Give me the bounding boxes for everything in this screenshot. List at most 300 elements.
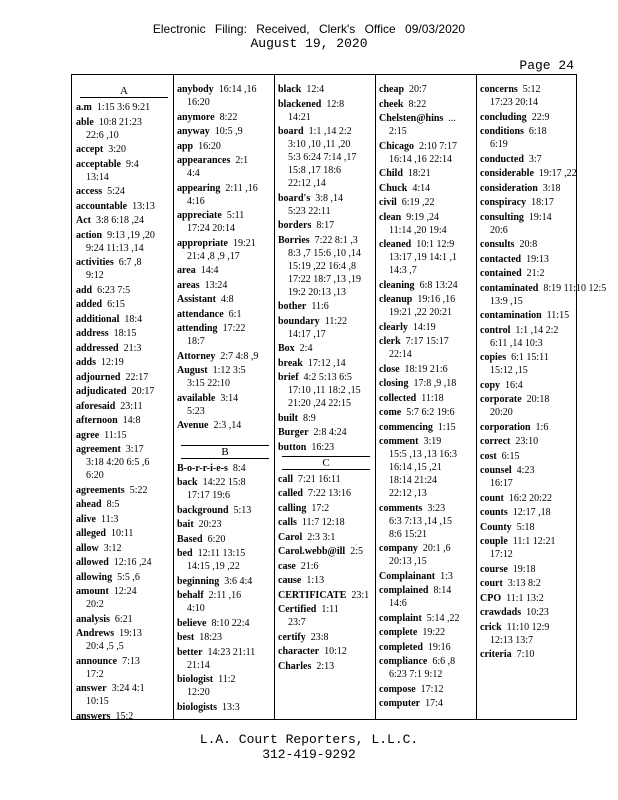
index-entry	[480, 521, 576, 534]
index-entry-line	[177, 617, 273, 630]
index-entry	[76, 556, 172, 569]
index-entry	[76, 356, 172, 369]
index-word: behalf	[177, 590, 204, 601]
index-entry-line	[278, 192, 374, 205]
index-word: addressed	[76, 342, 119, 354]
index-entry	[278, 487, 374, 500]
section-spacer	[177, 434, 273, 443]
index-word: allow	[76, 542, 99, 554]
page-line-reference: 1:11	[321, 604, 339, 615]
index-entry	[278, 560, 374, 573]
index-entry	[177, 111, 273, 124]
page-line-reference: 6:23 7:5	[97, 284, 131, 296]
page-line-reference: 16:4	[505, 379, 523, 391]
index-entry	[177, 209, 273, 235]
page-line-reference: 11:18	[421, 392, 444, 404]
index-word: cleaning	[379, 279, 415, 291]
index-entry	[480, 182, 576, 195]
page-line-reference: 2:15	[389, 126, 407, 137]
index-entry-line	[177, 293, 273, 306]
index-entry-line	[480, 196, 576, 209]
page-line-reference: 2:4	[299, 343, 313, 354]
index-entry	[177, 646, 273, 672]
index-word: cause	[278, 575, 302, 586]
index-entry	[480, 267, 576, 280]
page-line-reference: 3:6 4:4	[224, 575, 253, 587]
page-line-reference: 8:4	[232, 462, 246, 474]
index-word: copy	[480, 379, 500, 391]
index-entry-line	[76, 200, 172, 213]
index-word: better	[177, 646, 203, 658]
index-entry	[278, 545, 374, 558]
index-column-5	[480, 83, 607, 663]
page-line-reference: 18:15	[113, 328, 137, 339]
page-line-reference: 7:21 16:11	[298, 473, 341, 485]
index-entry-line	[76, 298, 172, 311]
index-word: bother	[278, 301, 307, 312]
index-word: complete	[379, 627, 418, 638]
index-entry	[379, 211, 475, 237]
page-line-reference: 4:4	[187, 168, 200, 179]
index-entry-line	[278, 545, 374, 558]
index-entry-line	[76, 527, 172, 540]
page-line-reference: 19:18	[512, 563, 536, 575]
index-entry	[278, 426, 374, 439]
page-line-reference: 21:6	[300, 560, 319, 572]
index-entry-line	[76, 385, 172, 398]
index-entry	[76, 484, 172, 497]
index-entry-line	[76, 400, 172, 413]
page-line-reference: 19:14	[528, 211, 552, 223]
page-line-reference: 2:10 7:17	[419, 140, 458, 152]
index-entry	[480, 324, 576, 350]
page-line-reference: 17:24 20:14	[187, 223, 236, 234]
index-word: Andrews	[76, 628, 115, 639]
index-entry-line	[379, 279, 475, 292]
index-word: August	[177, 365, 208, 376]
index-entry-line	[480, 125, 576, 138]
page-line-reference: 4:16	[187, 195, 205, 207]
index-entry-line	[278, 660, 374, 673]
page-line-reference: 15:2	[115, 710, 134, 722]
index-entry-line	[379, 584, 475, 597]
index-entry-line	[76, 284, 172, 297]
index-entry-line	[177, 364, 273, 377]
index-entry-line	[480, 211, 576, 224]
index-entry	[76, 513, 172, 526]
index-entry	[379, 83, 475, 96]
page-line-reference: 6:20	[86, 470, 104, 481]
index-entry-line	[480, 606, 576, 619]
page-line-reference: 21:4 ,8 ,9 ,17	[187, 250, 240, 262]
page-line-reference: 14:15 ,19 ,22	[187, 561, 240, 572]
index-entry-line	[278, 502, 374, 515]
page-line-reference: 20:7	[409, 84, 427, 95]
index-entry-line	[379, 112, 475, 125]
index-entry	[76, 682, 172, 708]
index-entry	[480, 379, 576, 392]
index-entry	[177, 364, 273, 390]
page-line-reference: 20:17	[131, 386, 155, 397]
index-entry-line	[177, 279, 273, 292]
index-entry	[177, 154, 273, 180]
index-entry	[177, 631, 273, 644]
index-entry	[480, 167, 576, 180]
page-line-reference: 4:8	[220, 294, 234, 305]
index-entry	[278, 441, 374, 454]
reporter-company: L.A. Court Reporters, L.L.C.	[199, 732, 419, 747]
page-line-reference: 11:7 12:18	[301, 517, 345, 528]
index-entry	[379, 182, 475, 195]
index-word: black	[278, 84, 302, 95]
page-line-reference: 15:8 ,17 18:6	[288, 165, 342, 176]
index-entry	[480, 125, 576, 151]
page-line-reference: 1:13	[306, 575, 325, 586]
page-line-reference: 20:18	[526, 394, 550, 405]
index-entry-line	[76, 429, 172, 442]
index-entry-line	[480, 153, 576, 166]
index-entry-line	[379, 182, 475, 195]
index-word: cheap	[379, 84, 404, 95]
index-entry	[278, 574, 374, 587]
page-line-reference: 7:13	[122, 655, 140, 667]
index-word: aforesaid	[76, 400, 116, 412]
page-line-reference: 17:23 20:14	[490, 97, 539, 108]
page-line-reference: 17:2	[86, 668, 104, 680]
index-entry-line	[480, 621, 576, 634]
page-line-reference: 22:6 ,10	[86, 129, 119, 141]
index-word: clerk	[379, 336, 401, 347]
page-line-reference: 4:14	[412, 182, 431, 194]
index-word: appropriate	[177, 237, 228, 249]
index-entry	[278, 98, 374, 124]
index-word: blackened	[278, 98, 322, 110]
index-entry-line	[177, 308, 273, 321]
index-word: consideration	[480, 182, 538, 194]
page-line-reference: 3:8 ,14	[315, 192, 344, 204]
page-line-reference: 22:9	[531, 111, 550, 123]
index-entry	[480, 592, 576, 605]
index-entry-line	[76, 185, 172, 198]
index-entry-line	[278, 234, 374, 247]
page-line-reference: 14:23 21:11	[207, 646, 256, 658]
index-word: concluding	[480, 111, 527, 123]
page-line-reference: 13:9 ,15	[490, 295, 523, 307]
index-word: address	[76, 328, 109, 339]
index-entry-line	[379, 406, 475, 419]
index-entry-line	[480, 238, 576, 251]
index-entry	[76, 256, 172, 282]
index-entry	[379, 293, 475, 319]
index-entry-line	[76, 556, 172, 569]
index-entry	[278, 603, 374, 629]
index-entry	[76, 101, 172, 114]
page-line-reference: 3:8 6:18 ,24	[96, 215, 145, 226]
index-entry-line	[177, 209, 273, 222]
index-word: compliance	[379, 656, 428, 667]
page-line-reference: 21:2	[526, 268, 545, 279]
index-entry-line	[177, 237, 273, 250]
index-word: crick	[480, 621, 502, 633]
page-line-reference: 6:23 7:1 9:12	[389, 669, 443, 680]
index-entry	[76, 585, 172, 611]
page-line-reference: 5:18	[516, 521, 535, 533]
index-entry	[278, 631, 374, 644]
page-line-reference: 20:13 ,15	[389, 556, 427, 567]
index-entry	[480, 111, 576, 124]
index-entry	[480, 196, 576, 209]
page-line-reference: 14:3 ,7	[389, 265, 417, 276]
index-word: boundary	[278, 315, 320, 327]
index-column-3	[278, 83, 374, 674]
index-word: appearances	[177, 155, 231, 166]
page-line-reference: 6:1 15:11	[511, 352, 549, 363]
index-entry	[480, 253, 576, 266]
index-word: alleged	[76, 528, 106, 539]
page-line-reference: 16:2 20:22	[508, 492, 552, 504]
letter-section-header: B	[181, 445, 269, 459]
index-entry	[76, 385, 172, 398]
index-entry	[278, 645, 374, 658]
index-word: count	[480, 492, 504, 504]
index-entry-line	[480, 324, 576, 337]
page-line-reference: 19:21 ,22 20:21	[389, 307, 453, 318]
index-word: area	[177, 265, 196, 276]
index-word: break	[278, 357, 303, 369]
page-line-reference: 5:24	[107, 186, 125, 197]
index-entry	[76, 400, 172, 413]
index-word: allowed	[76, 557, 109, 568]
index-entry	[480, 309, 576, 322]
page-line-reference: 19:16 ,16	[417, 294, 456, 305]
page-line-reference: 2:7 4:8 ,9	[220, 350, 259, 362]
index-word: board's	[278, 192, 311, 204]
index-entry-line	[177, 140, 273, 153]
index-entry	[480, 621, 576, 647]
page-line-reference: 12:8	[326, 98, 345, 110]
index-entry	[76, 214, 172, 227]
page-line-reference: 6:8 13:24	[419, 279, 458, 291]
index-word: contaminated	[480, 282, 539, 294]
index-word: Carol	[278, 531, 303, 543]
index-entry	[379, 392, 475, 405]
page-line-reference: 5:3 6:24 7:14 ,17	[288, 152, 357, 163]
page-line-reference: 5:22	[129, 484, 148, 496]
index-entry	[379, 570, 475, 583]
page-line-reference: 19:13	[119, 628, 142, 639]
index-entry-line	[76, 371, 172, 384]
index-entry	[177, 419, 273, 432]
index-entry-line	[480, 592, 576, 605]
page-line-reference: 3:7	[528, 153, 542, 165]
page-line-reference: 11:2	[218, 674, 236, 685]
page-line-reference: 3:19	[423, 436, 442, 447]
index-word: agreement	[76, 444, 121, 455]
index-entry-line	[480, 435, 576, 448]
index-entry	[278, 660, 374, 673]
index-entry	[278, 83, 374, 96]
page-line-reference: 12:20	[187, 687, 210, 698]
page-line-reference: 14:17 ,17	[288, 328, 326, 340]
index-entry-line	[379, 612, 475, 625]
index-entry-line	[379, 98, 475, 111]
page-line-reference: 6:19	[490, 139, 508, 150]
index-entry-line	[278, 516, 374, 529]
index-entry	[177, 125, 273, 138]
index-entry-line	[278, 371, 374, 384]
index-word: Attorney	[177, 350, 216, 362]
index-entry	[379, 502, 475, 541]
page-line-reference: 16:20	[187, 97, 210, 108]
index-entry	[278, 412, 374, 425]
page-line-reference: 14:8	[122, 415, 141, 426]
page-line-reference: 12:24	[113, 586, 137, 597]
index-word: anyway	[177, 126, 210, 137]
index-word: counts	[480, 507, 508, 518]
index-column-4	[379, 83, 475, 712]
index-word: clean	[379, 211, 402, 223]
index-word: built	[278, 412, 299, 424]
page-line-reference: 15:5 ,13 ,13 16:3	[389, 449, 458, 460]
page-line-reference: 18:23	[199, 632, 223, 643]
page-line-reference: 16:14 ,15 ,21	[389, 462, 442, 473]
index-word: Carol.webb@ill	[278, 546, 346, 557]
page-line-reference: 8:17	[316, 220, 335, 231]
page-line-reference: 18:19 21:6	[404, 363, 448, 375]
index-entry	[177, 140, 273, 153]
index-entry	[379, 363, 475, 376]
index-entry-line	[278, 315, 374, 328]
index-entry-line	[76, 498, 172, 511]
index-entry-line	[76, 627, 172, 640]
index-entry-line	[76, 313, 172, 326]
index-word: character	[278, 646, 320, 657]
page-line-reference: 14:21	[288, 111, 311, 123]
page-line-reference: 17:22	[222, 323, 246, 334]
index-entry	[480, 282, 607, 308]
index-entry	[480, 83, 576, 109]
index-entry	[480, 435, 576, 448]
index-word: calls	[278, 517, 297, 528]
index-entry-line	[278, 574, 374, 587]
index-entry-line	[177, 83, 273, 96]
page-line-reference: 3:10 ,10 ,11 ,20	[288, 139, 351, 150]
index-entry-line	[76, 655, 172, 668]
index-word: app	[177, 140, 194, 152]
index-word: board	[278, 126, 304, 137]
index-word: anybody	[177, 84, 214, 95]
index-entry-line	[379, 321, 475, 334]
page-line-reference: 19:17 ,22	[538, 168, 577, 179]
page-line-reference: 13:17 ,19 14:1 ,1	[389, 252, 458, 263]
index-entry	[76, 371, 172, 384]
index-entry-line	[177, 701, 273, 714]
page-line-reference: 9:12	[86, 270, 104, 281]
page-line-reference: 7:10	[516, 649, 535, 660]
reporter-phone: 312-419-9292	[262, 747, 356, 762]
page-line-reference: 2:3 3:1	[307, 531, 336, 543]
index-entry-line	[177, 575, 273, 588]
page-line-reference: 8:9	[303, 412, 316, 424]
index-entry	[76, 158, 172, 184]
page-line-reference: 11:22	[324, 315, 348, 327]
index-entry	[177, 237, 273, 263]
page-line-reference: 22:12 ,14	[288, 178, 326, 189]
index-word: Chicago	[379, 140, 414, 152]
index-entry	[278, 357, 374, 370]
index-word: available	[177, 392, 216, 404]
index-entry-line	[76, 542, 172, 555]
index-entry	[76, 710, 172, 723]
page-line-reference: 2:3 ,14	[213, 420, 242, 431]
index-entry	[76, 342, 172, 355]
index-word: attendance	[177, 308, 224, 320]
page-line-reference: 1:6	[535, 421, 549, 433]
index-entry-line	[76, 484, 172, 497]
index-word: background	[177, 504, 229, 516]
index-entry	[379, 542, 475, 568]
index-entry-line	[278, 125, 374, 138]
page-line-reference: 6:11 ,14 10:3	[490, 337, 543, 349]
column-divider	[375, 75, 376, 719]
index-entry-line	[278, 645, 374, 658]
index-entry-line	[379, 335, 475, 348]
page-line-reference: 5:23 22:11	[288, 205, 331, 217]
index-entry	[278, 192, 374, 218]
index-entry-line	[278, 603, 374, 616]
page-line-reference: 18:14 21:24	[389, 475, 438, 486]
page-line-reference: 14:19	[412, 321, 436, 333]
index-word: comment	[379, 436, 419, 447]
index-entry-line	[177, 547, 273, 560]
index-word: analysis	[76, 613, 110, 625]
index-entry	[278, 219, 374, 232]
index-entry-line	[379, 421, 475, 434]
page-line-reference: 19:21	[232, 237, 256, 249]
index-entry-line	[177, 264, 273, 277]
index-entry	[76, 571, 172, 584]
page-line-reference: 8:22	[219, 111, 238, 123]
index-word: accountable	[76, 200, 128, 212]
page-line-reference: 20:8	[519, 239, 538, 250]
index-entry-line	[480, 450, 576, 463]
index-entry-line	[480, 506, 576, 519]
index-word: answers	[76, 710, 111, 722]
index-entry	[177, 518, 273, 531]
index-entry-line	[76, 682, 172, 695]
index-word: afternoon	[76, 415, 118, 426]
index-entry	[379, 612, 475, 625]
page-line-reference: 5:13	[233, 504, 252, 516]
page-line-reference: 19:22	[422, 627, 446, 638]
page-line-reference: 4:23	[516, 465, 535, 476]
index-entry-line	[76, 116, 172, 129]
page-line-reference: 16:17	[490, 478, 513, 489]
index-entry	[278, 531, 374, 544]
index-entry-line	[177, 589, 273, 602]
index-entry-line	[480, 648, 576, 661]
page-line-reference: 11:1 13:2	[506, 592, 544, 604]
index-entry	[379, 655, 475, 681]
index-entry-line	[76, 443, 172, 456]
index-entry	[480, 577, 576, 590]
index-entry	[379, 321, 475, 334]
page-line-reference: 16:23	[311, 441, 335, 453]
index-word: conducted	[480, 153, 524, 165]
index-entry-line	[76, 143, 172, 156]
index-entry-line	[76, 356, 172, 369]
column-divider	[173, 75, 174, 719]
